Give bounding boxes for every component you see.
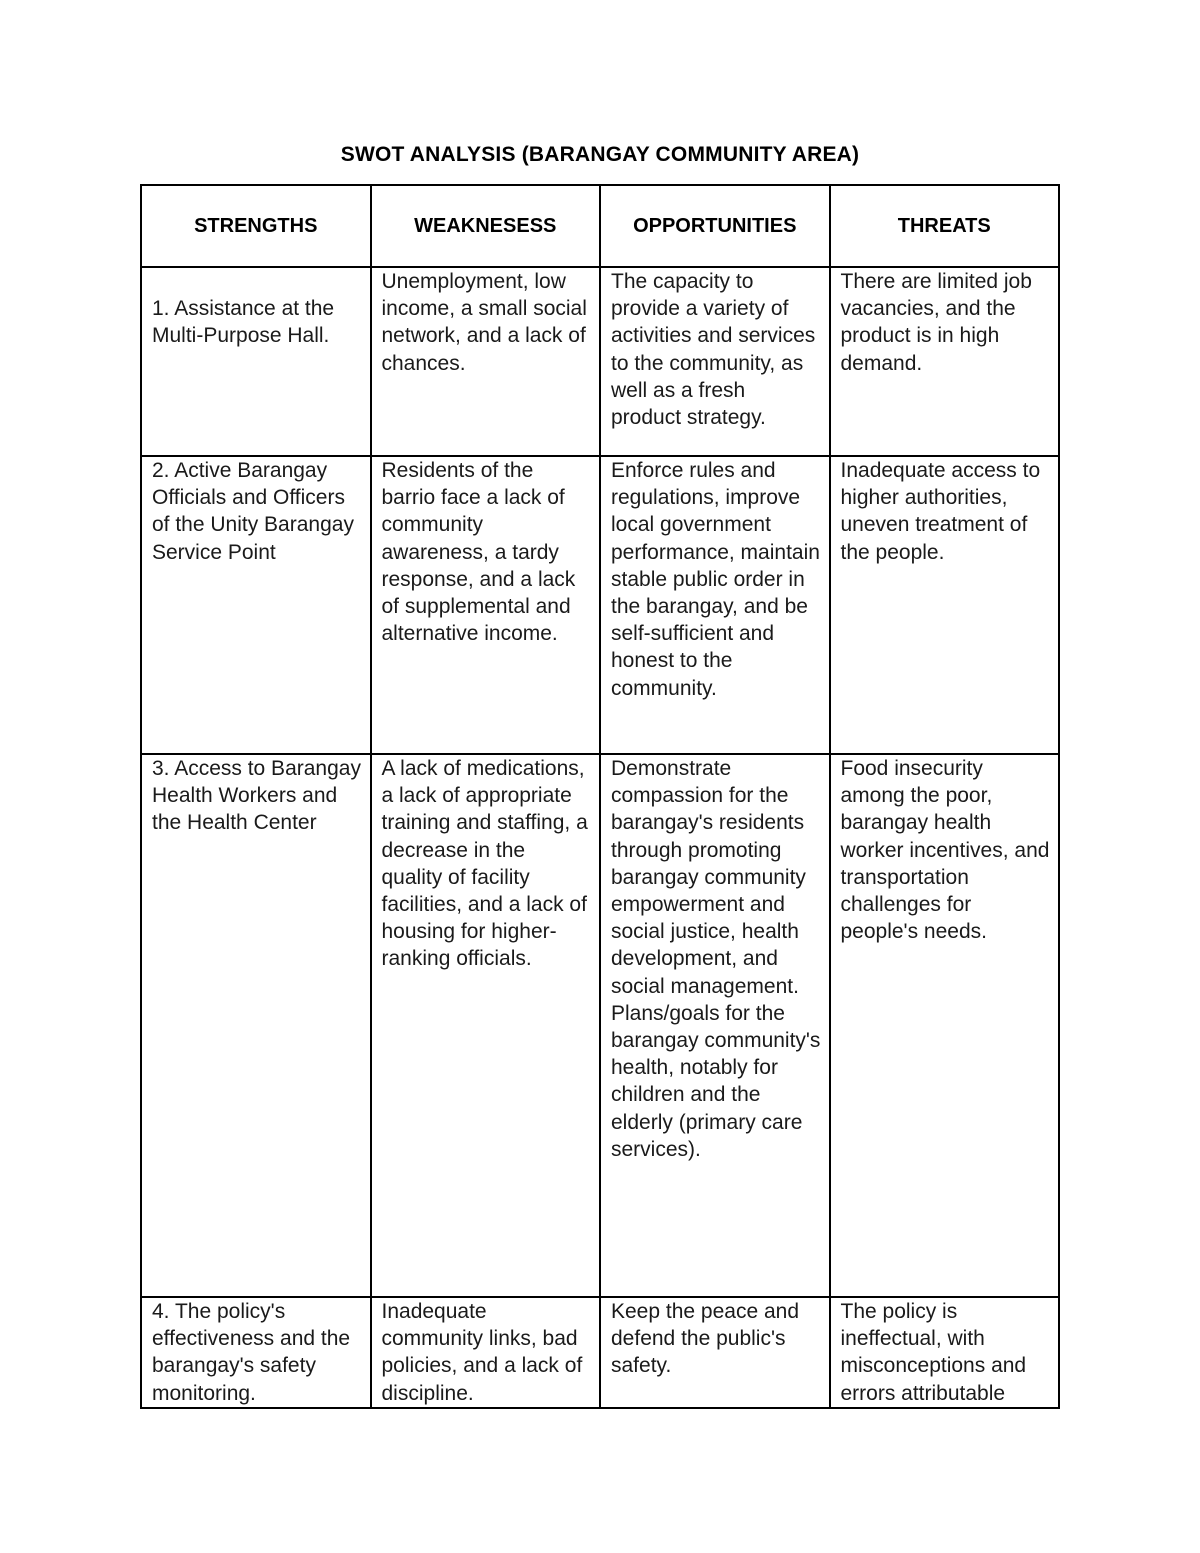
strength-cell bbox=[141, 456, 371, 754]
threat-text: Food insecurity among the poor, barangay health worker incentives, and transportation challenges for people's needs. bbox=[840, 757, 1050, 944]
weakness-text: A lack of medications, a lack of appropriate training and staffing, a decrease in the quality of facility facilities, and a lack of housing for higher-ranking officials. bbox=[381, 757, 588, 971]
opportunity-text: Enforce rules and regulations, improve local government performance, maintain stable public order in the barangay, and be self-sufficient and honest to the community. bbox=[611, 459, 820, 700]
threat-cell bbox=[830, 1297, 1060, 1408]
strength-text: 4. The policy's effectiveness and the barangay's safety monitoring. bbox=[152, 1300, 351, 1405]
swot-table bbox=[140, 184, 1060, 1409]
strength-cell bbox=[141, 1297, 371, 1408]
threat-cell bbox=[830, 456, 1060, 754]
table-row bbox=[141, 267, 1059, 456]
strength-cell bbox=[141, 754, 371, 1297]
weakness-cell bbox=[371, 1297, 601, 1408]
opportunity-cell bbox=[600, 456, 830, 754]
header-opportunities: OPPORTUNITIES bbox=[600, 185, 830, 267]
weakness-cell bbox=[371, 456, 601, 754]
threat-cell bbox=[830, 754, 1060, 1297]
opportunity-cell bbox=[600, 267, 830, 456]
weakness-text: Residents of the barrio face a lack of community awareness, a tardy response, and a lack of supplemental and alternative income. bbox=[381, 459, 576, 646]
header-strengths: STRENGTHS bbox=[141, 185, 371, 267]
opportunity-text: The capacity to provide a variety of activities and services to the community, as well as a fresh product strategy. bbox=[611, 270, 816, 430]
strength-text: 3. Access to Barangay Health Workers and the Health Center bbox=[152, 757, 361, 835]
weakness-cell bbox=[371, 267, 601, 456]
weakness-cell bbox=[371, 754, 601, 1297]
threat-text: Inadequate access to higher authorities, uneven treatment of the people. bbox=[840, 459, 1041, 564]
threat-text: The policy is ineffectual, with misconceptions and errors attributable bbox=[840, 1300, 1027, 1405]
table-row bbox=[141, 456, 1059, 754]
weakness-text: Unemployment, low income, a small social network, and a lack of chances. bbox=[381, 270, 587, 375]
header-threats: THREATS bbox=[830, 185, 1060, 267]
strength-text: 2. Active Barangay Officials and Officers of the Unity Barangay Service Point bbox=[152, 459, 354, 564]
table-header-row bbox=[141, 185, 1059, 267]
opportunity-cell bbox=[600, 754, 830, 1297]
weakness-text: Inadequate community links, bad policies, and a lack of discipline. bbox=[381, 1300, 583, 1405]
table-row bbox=[141, 1297, 1059, 1408]
page-title: SWOT ANALYSIS (BARANGAY COMMUNITY AREA) bbox=[340, 143, 860, 166]
threat-text: There are limited job vacancies, and the product is in high demand. bbox=[840, 270, 1032, 375]
table-row bbox=[141, 754, 1059, 1297]
opportunity-text: Keep the peace and defend the public's safety. bbox=[611, 1300, 799, 1378]
strength-cell bbox=[141, 267, 371, 456]
strength-text: 1. Assistance at the Multi-Purpose Hall. bbox=[152, 297, 335, 348]
threat-cell bbox=[830, 267, 1060, 456]
header-weaknesses: WEAKNESESS bbox=[371, 185, 601, 267]
opportunity-cell bbox=[600, 1297, 830, 1408]
opportunity-text: Demonstrate compassion for the barangay's residents through promoting barangay community empowerment and social justice, health development, and social management. Plans/goals for the barangay community's health, notably for children and the elderly (primary care services). bbox=[611, 757, 821, 1161]
